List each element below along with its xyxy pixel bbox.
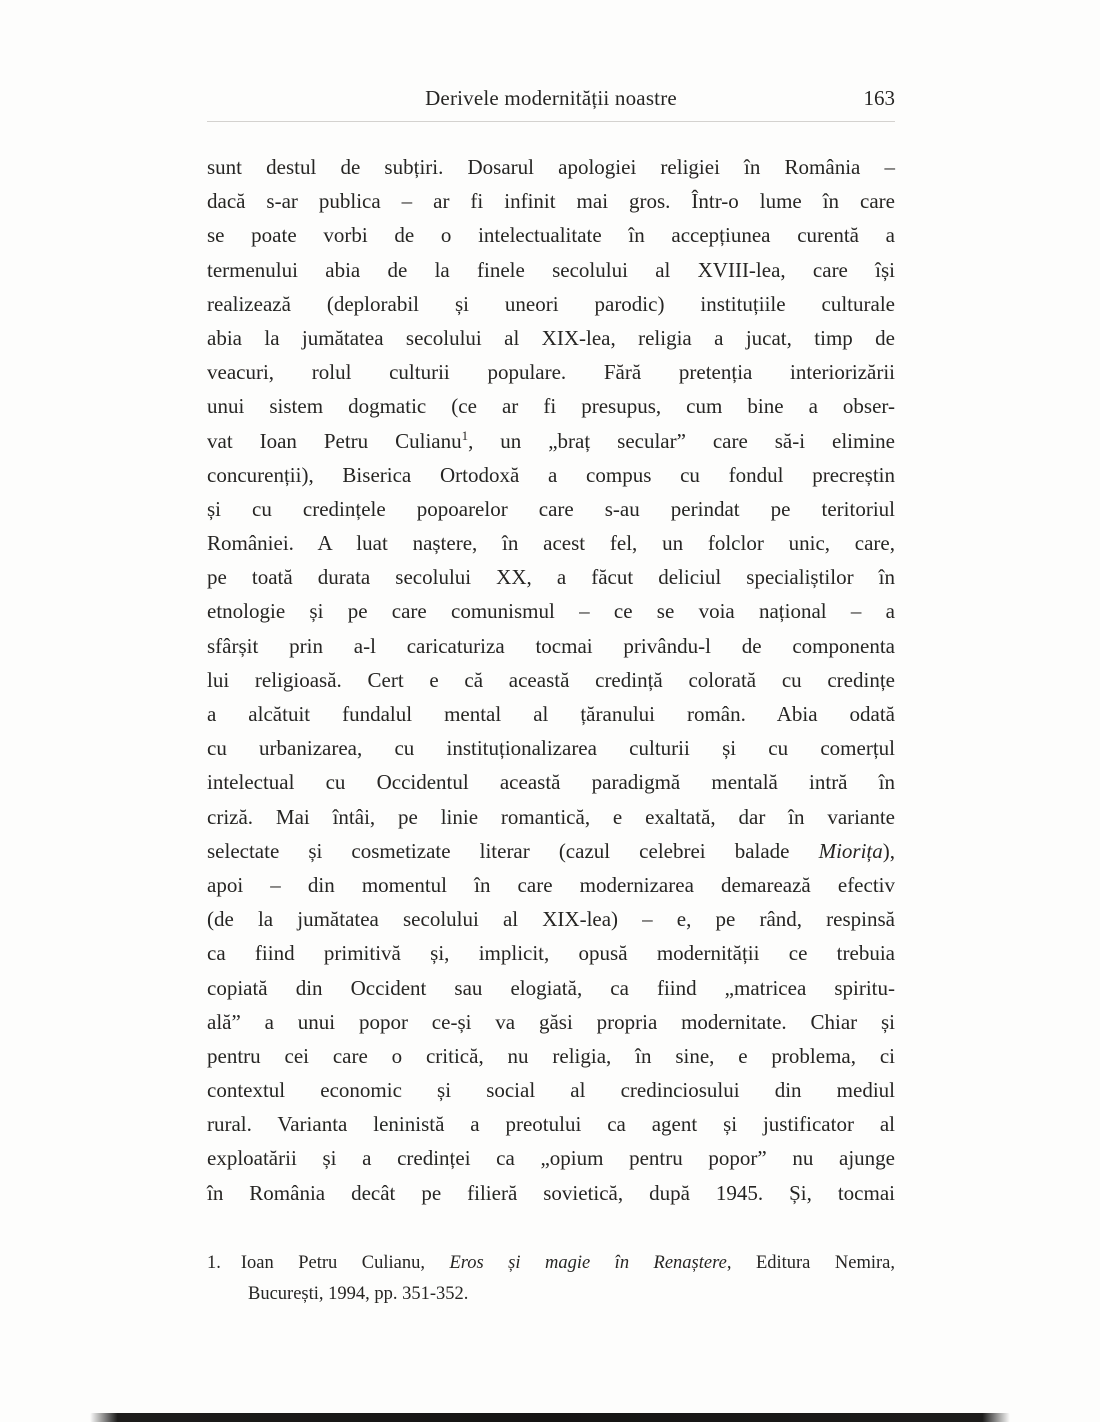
text-segment: realizează (deplorabil și uneori parodic) instituțiile culturale <box>207 291 895 316</box>
text-segment: pe toată durata secolului XX, a făcut deliciul specialiștilor în <box>207 565 895 590</box>
text-segment: etnologie și pe care comunismul – ce se voia național – a <box>207 599 895 624</box>
text-line <box>207 697 895 731</box>
text-line <box>207 150 895 184</box>
text-segment: Ioan Petru Culianu, <box>240 1253 450 1273</box>
text-segment: selectate și cosmetizate literar (cazul celebrei balade <box>207 838 819 863</box>
text-segment: unui sistem dogmatic (ce ar fi presupus, cum bine a obser- <box>207 394 895 419</box>
text-segment: veacuri, rolul culturii populare. Fără pretenția interiorizării <box>207 360 895 385</box>
text-line <box>248 1279 895 1310</box>
text-line <box>207 321 895 355</box>
text-line <box>207 663 895 697</box>
text-line <box>207 1073 895 1107</box>
text-segment: contextul economic și social al credinciosului din mediul <box>207 1078 895 1103</box>
page-number: 163 <box>863 86 895 110</box>
body-text <box>207 150 895 1210</box>
text-line <box>207 936 895 970</box>
footnote <box>207 1248 895 1310</box>
text-segment: României. A luat naștere, în acest fel, un folclor unic, care, <box>207 531 895 556</box>
text-segment: a alcătuit fundalul mental al țăranului român. Abia odată <box>207 702 895 726</box>
text-line <box>207 458 895 492</box>
text-segment: , Editura Nemira, <box>726 1253 895 1273</box>
text-segment: vat Ioan Petru Culianu <box>207 428 462 453</box>
text-line <box>207 1176 895 1210</box>
text-line <box>207 218 895 252</box>
text-segment: intelectual cu Occidentul această paradigmă mentală intră în <box>207 770 895 795</box>
text-segment: se poate vorbi de o intelectualitate în accepțiunea curentă a <box>207 223 895 248</box>
text-line <box>207 629 895 663</box>
text-line <box>207 1141 895 1175</box>
text-segment: sfârșit prin a-l caricaturiza tocmai privându-l de componenta <box>207 633 895 658</box>
text-segment: copiată din Occident sau elogiată, ca fiind „matricea spiritu- <box>207 975 895 1000</box>
text-segment: (de la jumătatea secolului al XIX-lea) – e, pe rând, respinsă <box>207 907 895 932</box>
page-header <box>207 86 895 114</box>
text-segment: , un „braț secular” care să-i elimine <box>468 428 895 453</box>
text-line <box>207 1107 895 1141</box>
text-line <box>207 389 895 423</box>
text-line <box>207 424 895 458</box>
text-line <box>207 560 895 594</box>
footnote-marker: 1. <box>207 1253 221 1273</box>
header-rule <box>207 121 895 122</box>
text-segment: București, 1994, pp. 351-352. <box>248 1284 469 1304</box>
text-segment: termenului abia de la finele secolului al XVIII-lea, care își <box>207 257 895 282</box>
text-segment: în România decât pe filieră sovietică, după 1945. Și, tocmai <box>207 1180 895 1205</box>
text-segment: lui religioasă. Cert e că această credință colorată cu credințe <box>207 667 895 692</box>
text-segment: sunt destul de subțiri. Dosarul apologiei religiei în România – <box>207 155 895 179</box>
scan-edge-artifact <box>90 1413 1010 1422</box>
text-segment: pentru cei care o critică, nu religia, în sine, e problema, ci <box>207 1043 895 1068</box>
text-line <box>207 184 895 218</box>
text-segment: ală” a unui popor ce-și va găsi propria modernitate. Chiar și <box>207 1009 895 1034</box>
text-line <box>207 355 895 389</box>
text-line <box>207 765 895 799</box>
text-line <box>207 731 895 765</box>
text-segment: și cu credințele popoarelor care s-au perindat pe teritoriul <box>207 496 895 521</box>
text-segment: ca fiind primitivă și, implicit, opusă modernității ce trebuia <box>207 941 895 966</box>
text-line <box>207 971 895 1005</box>
text-line <box>207 868 895 902</box>
text-segment: cu urbanizarea, cu instituționalizarea culturii și cu comerțul <box>207 736 895 761</box>
text-segment: apoi – din momentul în care modernizarea demarează efectiv <box>207 872 895 897</box>
text-line <box>207 1039 895 1073</box>
text-line <box>207 800 895 834</box>
text-line <box>207 1005 895 1039</box>
footnote-reference: 1 <box>461 427 469 443</box>
text-line <box>207 834 895 868</box>
text-segment: exploatării și a credinței ca „opium pentru popor” nu ajunge <box>207 1146 895 1171</box>
running-head: Derivele modernității noastre <box>425 86 677 110</box>
text-segment: concurenții), Biserica Ortodoxă a compus cu fondul precreștin <box>207 462 895 487</box>
text-segment: criză. Mai întâi, pe linie romantică, e exaltată, dar în variante <box>207 804 895 829</box>
text-line <box>207 902 895 936</box>
text-line <box>207 526 895 560</box>
text-segment: rural. Varianta leninistă a preotului ca agent și justificator al <box>207 1112 895 1137</box>
text-line <box>207 492 895 526</box>
text-line <box>207 594 895 628</box>
text-segment: ), <box>882 838 895 863</box>
text-line <box>207 287 895 321</box>
text-segment: dacă s-ar publica – ar fi infinit mai gros. Într-o lume în care <box>207 189 895 214</box>
text-segment: Miorița <box>818 838 883 863</box>
text-segment: Eros și magie în Renaștere <box>449 1253 727 1273</box>
text-line <box>207 253 895 287</box>
text-segment: abia la jumătatea secolului al XIX-lea, religia a jucat, timp de <box>207 325 895 350</box>
text-line <box>207 1248 895 1279</box>
